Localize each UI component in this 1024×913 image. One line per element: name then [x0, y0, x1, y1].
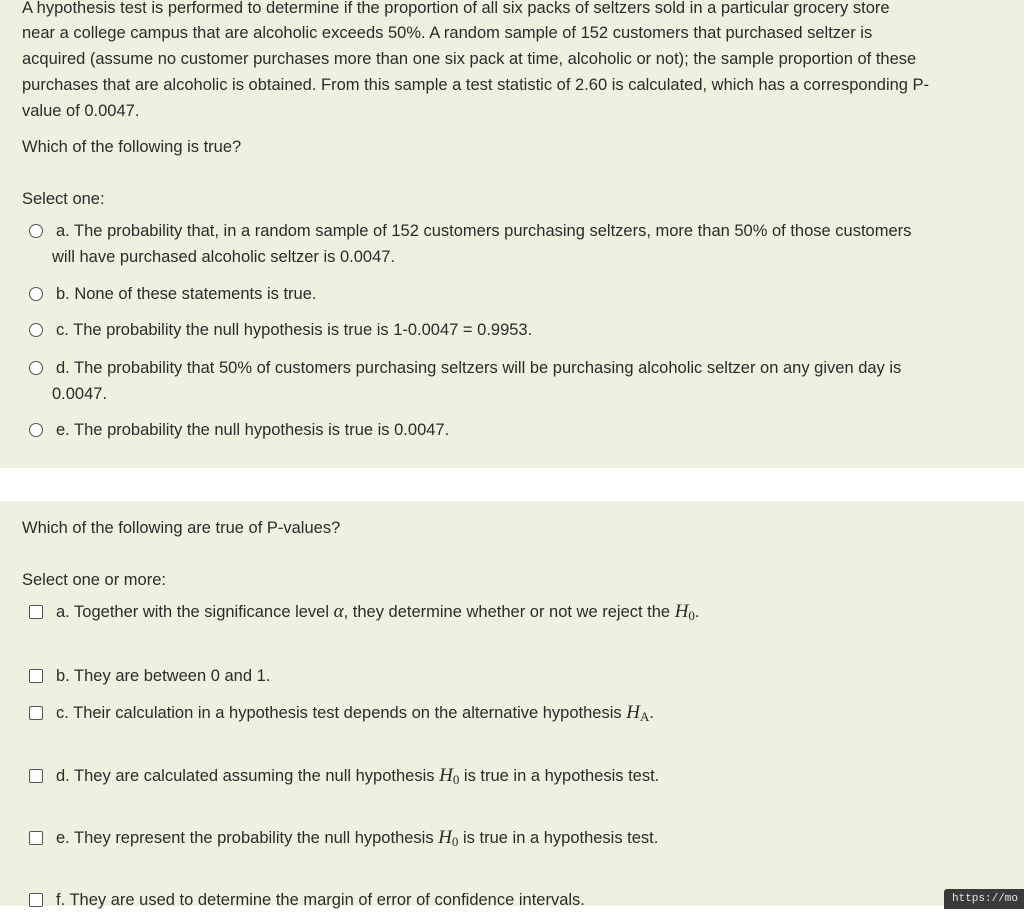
option-d-line-2: 0.0047. — [52, 385, 108, 403]
option-c-label: c. Their calculation in a hypothesis test depends on the alternative hypothesis $H_A$. — [56, 702, 654, 724]
question-1-prompt: Which of the following is true? — [22, 138, 242, 156]
option-e-label: e. They represent the probability the null hypothesis $H_0$ is true in a hypothesis test. — [56, 827, 659, 849]
question-1-stem-line-1: A hypothesis test is performed to determine if the proportion of all six packs of seltzers sold in a particular grocery store — [22, 0, 890, 17]
alpha-symbol: α — [333, 601, 344, 622]
radio-button-a[interactable] — [29, 224, 43, 238]
option-d-label: d. They are calculated assuming the null hypothesis $H_0$ is true in a hypothesis test. — [56, 765, 660, 787]
question-1-instruction: Select one: — [22, 190, 105, 208]
option-a-label: a. Together with the significance level α, they determine whether or not we reject the $H_0$. — [56, 601, 700, 623]
checkbox-d[interactable] — [29, 769, 43, 783]
option-e-label: e. The probability the null hypothesis is true is 0.0047. — [56, 421, 450, 439]
option-b-label: b. None of these statements is true. — [56, 285, 317, 303]
h0-symbol: $H_0$ — [438, 827, 459, 849]
h0-symbol: $H_0$ — [674, 601, 695, 623]
question-2-instruction: Select one or more: — [22, 571, 166, 589]
radio-button-c[interactable] — [29, 323, 43, 337]
option-a-line-2: will have purchased alcoholic seltzer is 0.0047. — [52, 248, 396, 266]
option-d-line-1: d. The probability that 50% of customers purchasing seltzers will be purchasing alcoholic seltzer on any given day is — [56, 359, 902, 377]
ha-symbol: $H_A$ — [626, 702, 650, 724]
checkbox-b[interactable] — [29, 669, 43, 683]
question-2-panel — [0, 501, 1024, 909]
checkbox-a[interactable] — [29, 605, 43, 619]
option-a-line-1: a. The probability that, in a random sample of 152 customers purchasing seltzers, more than 50% of those customers — [56, 222, 912, 240]
radio-button-d[interactable] — [29, 361, 43, 375]
radio-button-b[interactable] — [29, 287, 43, 301]
option-c-label: c. The probability the null hypothesis is true is 1-0.0047 = 0.9953. — [56, 321, 533, 339]
question-1-stem-line-2: near a college campus that are alcoholic exceeds 50%. A random sample of 152 customers that purchased seltzer is — [22, 24, 873, 42]
option-f-label: f. They are used to determine the margin of error of confidence intervals. — [56, 891, 585, 909]
question-1-stem-line-3: acquired (assume no customer purchases more than one six pack at time, alcoholic or not); the sample proportion of these — [22, 50, 917, 68]
question-1-stem-line-4: purchases that are alcoholic is obtained. From this sample a test statistic of 2.60 is calculated, which has a corresponding P- — [22, 76, 930, 94]
checkbox-c[interactable] — [29, 706, 43, 720]
checkbox-e[interactable] — [29, 831, 43, 845]
option-b-label: b. They are between 0 and 1. — [56, 667, 271, 685]
checkbox-f[interactable] — [29, 893, 43, 907]
status-url-chip: https://mo — [944, 889, 1024, 909]
h0-symbol: $H_0$ — [439, 765, 460, 787]
radio-button-e[interactable] — [29, 423, 43, 437]
question-2-prompt: Which of the following are true of P-values? — [22, 519, 341, 537]
question-1-stem-line-5: value of 0.0047. — [22, 102, 140, 120]
